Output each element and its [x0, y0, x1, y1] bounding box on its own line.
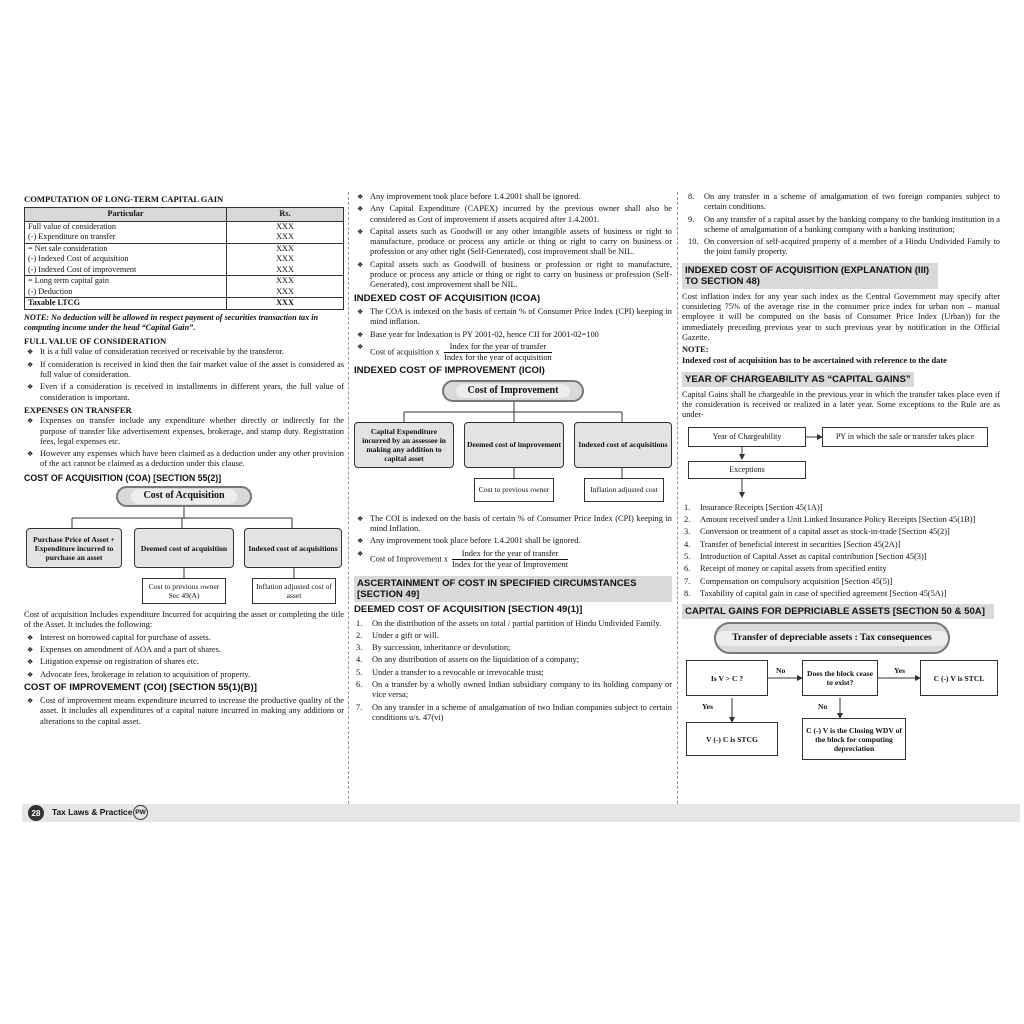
coa-deemed-node: Deemed cost of acquisition — [134, 528, 234, 568]
list-item: ❖ It is a full value of consideration received or receivable by the transferor. — [24, 347, 344, 357]
book-title: Tax Laws & Practice — [52, 807, 133, 817]
table-row: Full value of consideration XXX — [25, 221, 344, 232]
note-label: NOTE: — [682, 345, 709, 355]
list-item: ❖ Litigation expense on registration of shares etc. — [24, 657, 344, 667]
column-1 — [24, 192, 344, 804]
depreciable-top-node: Transfer of depreciable assets : Tax consequences — [714, 622, 950, 654]
expenses-heading: EXPENSES ON TRANSFER — [24, 404, 132, 415]
table-header: Particular — [25, 208, 227, 221]
coa-paragraph: Cost of acquisition Includes expenditure Incurred for acquiring the asset or completing the title of the Asset. It includes the following: — [24, 610, 344, 630]
coa-list — [24, 633, 344, 680]
icoa-list — [354, 307, 672, 363]
list-item: 4. On any distribution of assets on the liquidation of a company; — [356, 655, 580, 665]
py-sale-node: PY in which the sale or transfer takes place — [822, 427, 988, 447]
list-item: 8. Taxability of capital gain in case of specified agreement [Section 45(5A)] — [684, 588, 947, 598]
list-item: 3. By succession, inheritance or devolution; — [356, 643, 511, 653]
list-item: 6. On a transfer by a wholly owned Indian subsidiary company to its holding company or vice versa; — [356, 680, 672, 700]
coa-cost-prev-owner-node: Cost to previous owner Sec 49(A) — [142, 578, 226, 604]
stcg-node: V (-) C is STCG — [686, 722, 778, 756]
fvc-heading: FULL VALUE OF CONSIDERATION — [24, 336, 167, 347]
table-row-total: Taxable LTCG XXX — [25, 298, 344, 310]
chargeability-diagram — [682, 423, 1000, 503]
coi-diagram — [354, 380, 672, 514]
ltcg-table — [24, 207, 344, 309]
ascertainment-heading: ASCERTAINMENT OF COST IN SPECIFIED CIRCUMSTANCES [SECTION 49] — [354, 576, 672, 602]
list-item: ❖ Capital assets such as Goodwill or any other intangible assets of business or right to manufacture, produce or process any article or thing or right to carry on business or profession or any other right (Self-Generated), cost improvement shall be NIL. — [354, 227, 672, 258]
column-divider — [348, 192, 349, 804]
list-item: ❖ Base year for Indexation is PY 2001-02, hence CII for 2001-02=100 — [354, 330, 672, 340]
is-v-gt-c-node: Is V > C ? — [686, 660, 768, 696]
column-divider — [677, 192, 678, 804]
pw-logo-icon: PW — [133, 805, 148, 820]
chargeability-paragraph: Capital Gains shall be chargeable in the previous year in which the transfer takes place even if the consideration is received or realized in a later year. Some exceptions to the Rule are as under- — [682, 389, 1000, 420]
stt-note: NOTE: No deduction will be allowed in respect payment of securities transaction tax in computing income under the head “Capital Gain”. — [24, 312, 319, 332]
list-item: 3. Conversion or treatment of a capital asset as stock-in-trade [Section 45(2)] — [684, 527, 950, 537]
list-item: ❖ Any improvement took place before 1.4.2001 shall be ignored. — [354, 536, 672, 546]
closing-wdv-node: C (-) V is the Closing WDV of the block for computing depreciation — [802, 718, 906, 760]
list-item: ❖ Cost of improvement means expenditure incurred to increase the productive quality of the asset. It includes all expenditures of a capital nature incurred in making any additions or alterations to the capital asset. — [24, 696, 344, 727]
column-3 — [682, 192, 1000, 804]
cii-paragraph: Cost inflation index for any year such index as the Central Government may specify after considering 75% of the average rise in the consumer price index for urban non – manual employee it will be computed on the basis of Consumer Price Index (Urban)) for the immediately preceding previous year to such previous year by notification in the Official Gazette. — [682, 291, 1000, 342]
year-of-chargeability-node: Year of Chargeability — [688, 427, 806, 447]
improvement-list — [354, 192, 672, 291]
list-item: ❖ The COA is indexed on the basis of certain % of Consumer Price Index (CPI) keeping in mind inflation. — [354, 307, 672, 328]
table-row: (-) Expenditure on transfer XXX — [25, 232, 344, 243]
coa-heading: COST OF ACQUISITION (COA) [SECTION 55(2)] — [24, 472, 222, 483]
page-footer — [22, 804, 1020, 822]
coi-inflation-node: Inflation adjusted cost — [584, 478, 664, 502]
list-item: 5. Introduction of Capital Asset as capital contribution [Section 45(3)] — [684, 551, 927, 561]
block-cease-node: Does the block cease to exist? — [802, 660, 878, 696]
deemed-coa-list — [354, 619, 672, 724]
coa-inflation-node: Inflation adjusted cost of asset — [252, 578, 336, 604]
page-number: 28 — [28, 805, 44, 821]
table-header: Rs. — [227, 208, 344, 221]
yes-label: Yes — [894, 666, 905, 676]
exceptions-node: Exceptions — [688, 461, 806, 479]
coi-top-node: Cost of Improvement — [442, 380, 584, 402]
yes-label: Yes — [702, 702, 713, 712]
list-item: ❖ If consideration is received in kind then the fair market value of the asset is considered as full value of consideration. — [24, 360, 344, 381]
list-item: ❖ Any improvement took place before 1.4.2001 shall be ignored. — [354, 192, 672, 202]
icoi-heading: INDEXED COST OF IMPROVEMENT (ICOI) — [354, 365, 545, 377]
list-item: 10. On conversion of self-acquired property of a member of a Hindu Undivided Family to the joint family property. — [688, 237, 1000, 257]
no-label: No — [776, 666, 786, 676]
list-item: ❖ Expenses on transfer include any expenditure whether directly or indirectly for the purpose of transfer like advertisement expenses, brokerage, and stamp duty. Registration fees, legal expenses etc. — [24, 416, 344, 447]
indexed-coa-explanation-heading: INDEXED COST OF ACQUISITION (EXPLANATION (III) TO SECTION 48) — [682, 263, 938, 289]
list-item: 6. Receipt of money or capital assets from specified entity — [684, 564, 887, 574]
coa-diagram — [24, 486, 344, 606]
list-item: 7. Compensation on compulsory acquisition [Section 45(5)] — [684, 576, 893, 586]
no-label: No — [818, 702, 828, 712]
depreciable-assets-heading: CAPITAL GAINS FOR DEPRICIABLE ASSETS [SECTION 50 & 50A] — [682, 604, 994, 619]
year-of-chargeability-heading: YEAR OF CHARGEABILITY AS “CAPITAL GAINS” — [682, 372, 914, 387]
document-page — [22, 192, 1000, 804]
ltcg-heading: COMPUTATION OF LONG-TERM CAPITAL GAIN — [24, 194, 224, 204]
list-item: 5. Under a transfer to a revocable or irrevocable trust; — [356, 667, 544, 677]
depreciable-assets-diagram — [682, 622, 1000, 762]
list-item: ❖ Interest on borrowed capital for purchase of assets. — [24, 633, 344, 643]
list-item: 7. On any transfer in a scheme of amalgamation of two Indian companies subject to certain conditions u/s. 47(vi) — [356, 702, 672, 722]
table-row: (-) Deduction XXX — [25, 287, 344, 298]
list-item: 1. On the distribution of the assets on total / partial partition of Hindu Undivided Family. — [356, 618, 662, 628]
table-row: = Long term capital gain XXX — [25, 276, 344, 287]
coi-formula: ❖ Cost of Improvement x $\frac{\text{Index for the year of transfer}}{\text{Index for the year of Improvement}}$ — [354, 549, 672, 571]
coi-list — [24, 696, 344, 727]
coa-purchase-node: Purchase Price of Asset + Expenditure incurred to purchase an asset — [26, 528, 122, 568]
column-2 — [354, 192, 672, 804]
fvc-list — [24, 347, 344, 402]
coi-cost-prev-owner-node: Cost to previous owner — [474, 478, 554, 502]
list-item: 2. Under a gift or will. — [356, 630, 439, 640]
coi-heading: COST OF IMPROVEMENT (COI) [SECTION 55(1)(B)] — [24, 681, 257, 693]
coa-top-node: Cost of Acquisition — [116, 486, 252, 507]
list-item: ❖ Expenses on amendment of AOA and a part of shares. — [24, 645, 344, 655]
deemed-coa-heading: DEEMED COST OF ACQUISITION [SECTION 49(1)] — [354, 604, 583, 616]
list-item: 4. Transfer of beneficial interest in securities [Section 45(2A)] — [684, 539, 901, 549]
list-item: 9. On any transfer of a capital asset by the banking company to the banking institution in a scheme of amalgamation of a banking company with a banking institution; — [688, 214, 1000, 234]
coi-index-list — [354, 514, 672, 570]
coi-deemed-node: Deemed cost of improvement — [464, 422, 564, 468]
exceptions-list — [682, 503, 1000, 599]
list-item: 2. Amount received under a Unit Linked Insurance Policy Receipts [Section 45(1B)] — [684, 515, 976, 525]
table-row: (-) Indexed Cost of improvement XXX — [25, 265, 344, 276]
icoa-heading: INDEXED COST OF ACQUISITION (ICOA) — [354, 292, 541, 304]
table-row: = Net sale consideration XXX — [25, 243, 344, 254]
list-item: ❖ Even if a consideration is received in installments in different years, the full value of consideration is important. — [24, 382, 344, 403]
deemed-coa-list-continued — [686, 192, 1000, 258]
stcl-node: C (-) V is STCL — [920, 660, 998, 696]
list-item: ❖ Any Capital Expenditure (CAPEX) incurred by the previous owner shall also be considered as Cost of improvement if assets acquired after 1.4.2001. — [354, 204, 672, 225]
expenses-list — [24, 416, 344, 469]
coi-indexed-node: Indexed cost of acquisitions — [574, 422, 672, 468]
list-item: ❖ However any expenses which have been claimed as a deduction under any other provision of the act cannot be claimed as a deduction under this clause. — [24, 449, 344, 470]
list-item: ❖ Capital assets such as Goodwill of business or profession or right to manufacture, produce or process any article or thing or right to carry on business or profession (Self-Generated), cost improvement shall be NIL. — [354, 260, 672, 291]
note-text: Indexed cost of acquisition has to be ascertained with reference to the date — [682, 355, 947, 365]
coa-indexed-node: Indexed cost of acquisitions — [244, 528, 342, 568]
list-item: ❖ The COI is indexed on the basis of certain % of Consumer Price Index (CPI) keeping in mind Inflation. — [354, 514, 672, 535]
table-row: (-) Indexed Cost of acquisition XXX — [25, 254, 344, 265]
icoa-formula: ❖ Cost of acquisition x $\frac{\text{Index for the year of transfer}}{\text{Index for the year of acquisition}}$ — [354, 342, 672, 364]
coi-capex-node: Capital Expenditure incurred by an assessee in making any addition to capital asset — [354, 422, 454, 468]
list-item: 8. On any transfer in a scheme of amalgamation of two foreign companies subject to certain conditions. — [688, 192, 1000, 212]
list-item: 1. Insurance Receipts [Section 45(1A)] — [684, 502, 823, 512]
list-item: ❖ Advocate fees, brokerage in relation to acquisition of property. — [24, 670, 344, 680]
